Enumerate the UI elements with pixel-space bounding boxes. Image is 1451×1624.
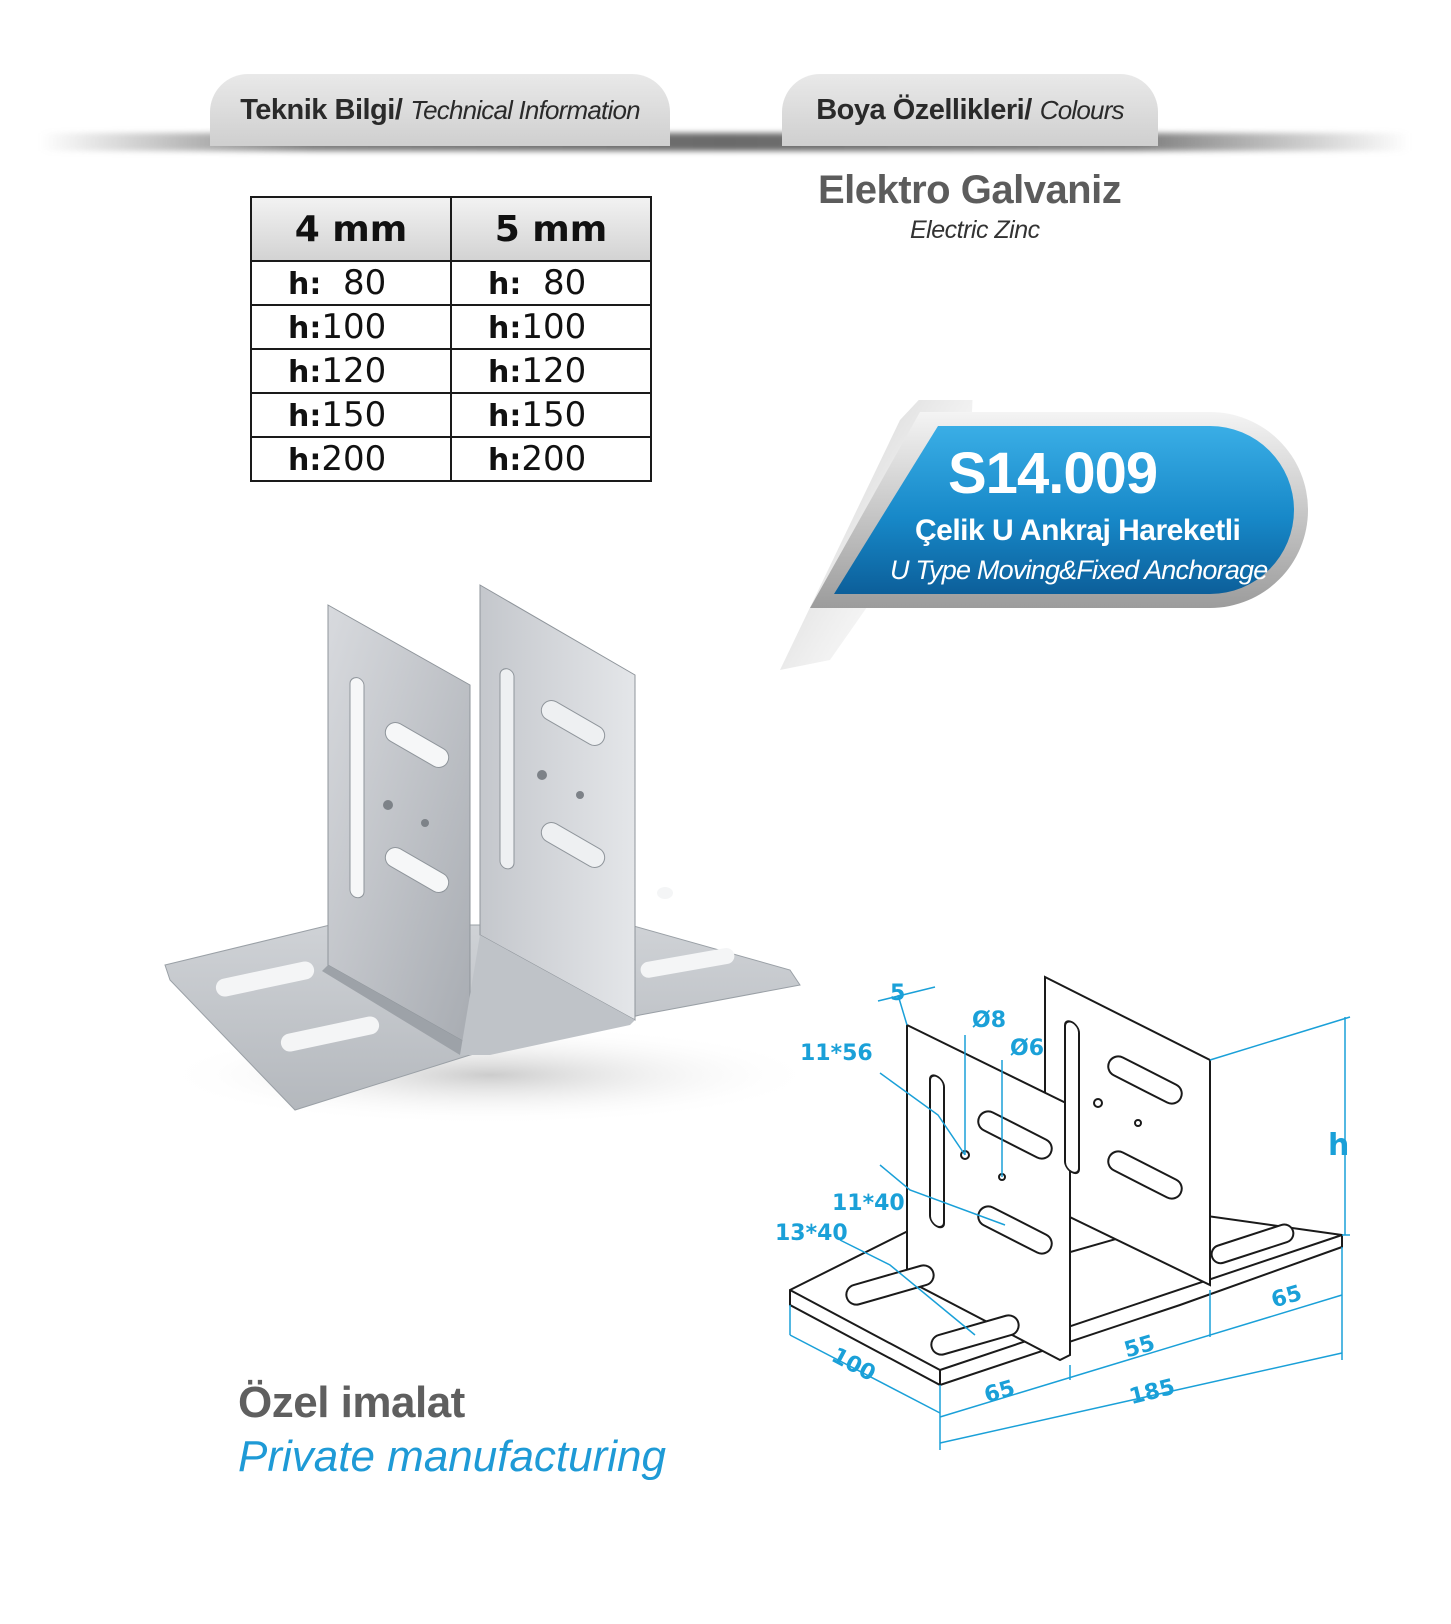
dim-depth: 100 <box>827 1343 880 1387</box>
table-cell <box>251 437 451 481</box>
dim-right-wing: 65 <box>1268 1280 1305 1314</box>
dim-left-wing: 65 <box>981 1375 1018 1409</box>
technical-drawing <box>760 965 1360 1465</box>
table-cell <box>251 305 451 349</box>
table-header: 5 mm <box>451 197 651 261</box>
photo-hole <box>576 791 584 799</box>
table-cell <box>451 349 651 393</box>
product-name-tr: Çelik U Ankraj Hareketli <box>915 514 1241 547</box>
tab-technical-italic: Technical Information <box>410 94 640 125</box>
drawing-slot-vertical <box>930 1073 944 1230</box>
dim-height: h <box>1328 1128 1350 1163</box>
product-name-en: U Type Moving&Fixed Anchorage <box>890 555 1268 585</box>
private-manufacturing-title: Özel imalat <box>238 1378 465 1427</box>
dim-thickness: 5 <box>890 981 906 1006</box>
tab-colours[interactable] <box>782 74 1158 146</box>
table-row <box>251 393 651 437</box>
cell-value: 120 <box>321 351 387 391</box>
table-row <box>251 261 651 305</box>
dim-slot-horizontal: 11*40 <box>832 1191 905 1216</box>
table-cell <box>451 305 651 349</box>
table-row <box>251 349 651 393</box>
drawing-hole <box>1135 1120 1141 1126</box>
tab-technical-info[interactable] <box>210 74 670 146</box>
cell-value: 150 <box>521 395 587 435</box>
dim-slot-vertical: 11*56 <box>800 1041 873 1066</box>
cell-label: h: <box>288 399 322 434</box>
dim-line-thickness <box>878 987 935 1001</box>
table-cell <box>251 349 451 393</box>
tab-colours-bold: Boya Özellikleri/ <box>816 93 1032 126</box>
product-code: S14.009 <box>948 441 1158 506</box>
dim-hole-small: Ø6 <box>1010 1036 1045 1061</box>
table-row <box>251 437 651 481</box>
cell-label: h: <box>288 355 322 390</box>
photo-hole <box>657 887 673 899</box>
tab-colours-italic: Colours <box>1039 94 1124 125</box>
photo-slot-vertical <box>500 668 514 870</box>
product-photo <box>160 575 810 1135</box>
cell-label: h: <box>488 399 522 434</box>
cell-value: 120 <box>521 351 587 391</box>
table-cell <box>451 393 651 437</box>
cell-label: h: <box>488 443 522 478</box>
cell-label: h: <box>288 311 322 346</box>
cell-value: 200 <box>321 439 387 479</box>
table-cell <box>251 261 451 305</box>
photo-hole <box>537 770 547 780</box>
drawing-slot-vertical <box>1065 1019 1079 1176</box>
photo-slot-vertical <box>350 677 364 899</box>
cell-label: h: <box>488 311 522 346</box>
table-cell <box>451 437 651 481</box>
private-manufacturing-subtitle: Private manufacturing <box>238 1432 666 1481</box>
spec-table <box>250 196 652 482</box>
cell-value: 80 <box>321 263 387 303</box>
dim-hole-large: Ø8 <box>972 1008 1007 1033</box>
photo-hole <box>383 800 393 810</box>
dim-total: 185 <box>1126 1374 1178 1411</box>
photo-hole <box>421 819 429 827</box>
tab-technical-bold: Teknik Bilgi/ <box>240 93 403 126</box>
table-header-row <box>251 197 651 261</box>
drawing-hole <box>1094 1099 1102 1107</box>
cell-value: 150 <box>321 395 387 435</box>
cell-value: 200 <box>521 439 587 479</box>
cell-label: h: <box>488 355 522 390</box>
finish-title: Elektro Galvaniz <box>818 168 1122 212</box>
dim-slot-base: 13*40 <box>775 1221 848 1246</box>
cell-value: 100 <box>321 307 387 347</box>
table-cell <box>251 393 451 437</box>
cell-value: 80 <box>521 263 587 303</box>
dim-line <box>1210 1017 1350 1060</box>
cell-label: h: <box>288 443 322 478</box>
cell-label: h: <box>288 267 322 302</box>
dim-gap: 55 <box>1121 1330 1158 1364</box>
table-row <box>251 305 651 349</box>
cell-label: h: <box>488 267 522 302</box>
cell-value: 100 <box>521 307 587 347</box>
finish-subtitle: Electric Zinc <box>910 216 1040 244</box>
table-cell <box>451 261 651 305</box>
table-header: 4 mm <box>251 197 451 261</box>
